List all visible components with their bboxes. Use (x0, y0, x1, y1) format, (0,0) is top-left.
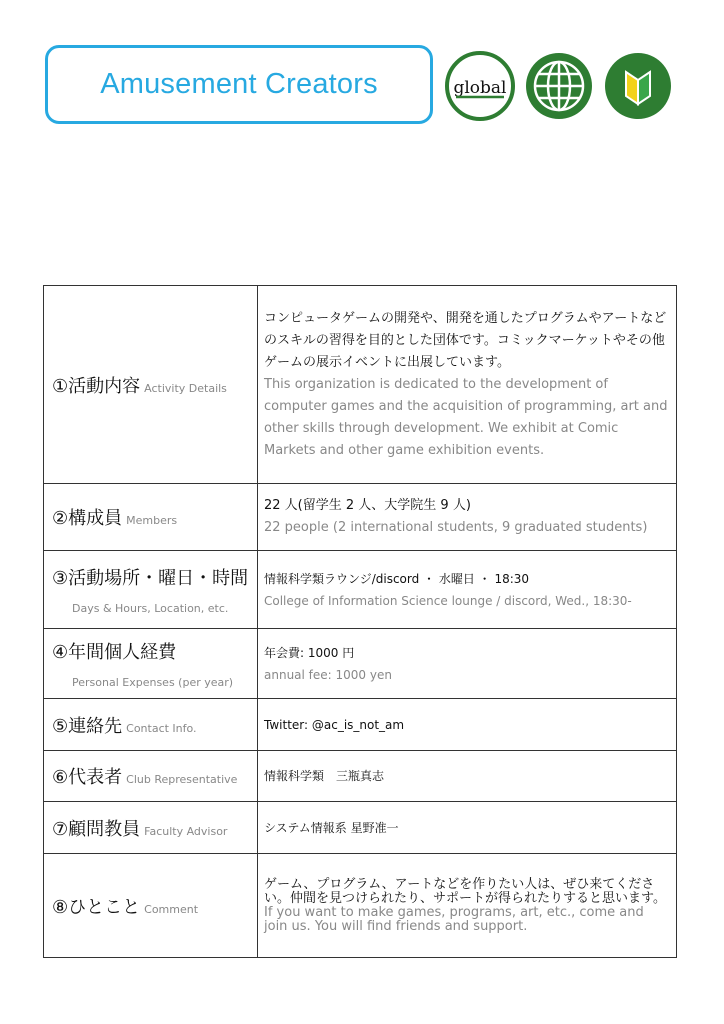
activity-text-ja: コンピュータゲームの開発や、開発を通したプログラムやアートなどのスキルの習得を目的とした団体です。コミックマーケットやその他ゲームの展示イベントに出展しています。 (264, 310, 667, 370)
expenses-text-ja: 年会費: 1000 円 (264, 645, 355, 660)
value-cell (258, 802, 677, 854)
comment-text-en: If you want to make games, programs, art, etc., come and join us. You will find friends and support. (264, 904, 644, 934)
members-text-ja: 22 人(留学生 2 人、大学院生 9 人) (264, 498, 471, 513)
activity-label: ①活動内容 (52, 375, 141, 397)
location-label: ③活動場所・曜日・時間 (52, 568, 249, 589)
value-cell (258, 629, 677, 699)
activity-text-en: This organization is dedicated to the development of computer games and the acquisition of programming, art and other skills through development. We exhibit at Comic Markets and other game exhibition events. (264, 376, 668, 458)
globe-icon (523, 50, 595, 122)
location-text-ja: 情報科学類ラウンジ/discord ・ 水曜日 ・ 18:30 (264, 571, 530, 586)
comment-text-ja: ゲーム、プログラム、アートなどを作りたい人は、ぜひ来てください。仲間を見つけられたり、サポートが得られたりすると思います。 (264, 876, 666, 906)
value-cell (258, 484, 677, 551)
value-cell (258, 699, 677, 751)
global-badge-icon (444, 50, 516, 122)
expenses-text-en: annual fee: 1000 yen (264, 667, 392, 682)
label-cell (44, 629, 258, 699)
label-cell (44, 484, 258, 551)
table-row-members (44, 484, 677, 551)
table-row-expenses (44, 629, 677, 699)
members-text-en: 22 people (2 international students, 9 graduated students) (264, 520, 648, 535)
label-cell (44, 802, 258, 854)
advisor-label: ⑦顧問教員 (52, 818, 141, 840)
label-cell (44, 854, 258, 958)
members-label: ②構成員 (52, 508, 123, 529)
value-cell (258, 551, 677, 629)
contact-text: Twitter: @ac_is_not_am (264, 717, 405, 732)
comment-label: ⑧ひとこと (52, 896, 141, 918)
label-cell (44, 551, 258, 629)
contact-label-en: Contact Info. (126, 721, 197, 735)
contact-label: ⑤連絡先 (52, 715, 123, 737)
table-row-location (44, 551, 677, 629)
representative-text: 情報科学類 三瓶真志 (264, 769, 385, 783)
club-title-box (45, 45, 433, 124)
table-row-advisor (44, 802, 677, 854)
advisor-label-en: Faculty Advisor (144, 824, 228, 838)
representative-label-en: Club Representative (126, 773, 238, 786)
club-title: Amusement Creators (100, 68, 378, 100)
table-row-activity (44, 286, 677, 484)
expenses-label: ④年間個人経費 (52, 642, 177, 663)
label-cell (44, 286, 258, 484)
advisor-text: システム情報系 星野准一 (264, 820, 399, 835)
value-cell (258, 751, 677, 802)
table-row-comment (44, 854, 677, 958)
club-info-table (43, 285, 677, 958)
activity-label-en: Activity Details (144, 381, 227, 395)
table-row-contact (44, 699, 677, 751)
label-cell (44, 751, 258, 802)
members-label-en: Members (126, 514, 178, 527)
beginner-mark-icon (602, 50, 674, 122)
table-row-representative (44, 751, 677, 802)
representative-label: ⑥代表者 (52, 767, 123, 788)
value-cell (258, 286, 677, 484)
comment-label-en: Comment (144, 902, 199, 916)
global-badge-text: global (453, 78, 507, 98)
location-text-en: College of Information Science lounge / discord, Wed., 18:30- (264, 593, 632, 608)
value-cell (258, 854, 677, 958)
expenses-label-en: Personal Expenses (per year) (72, 676, 234, 689)
location-label-en: Days & Hours, Location, etc. (72, 602, 229, 615)
label-cell (44, 699, 258, 751)
